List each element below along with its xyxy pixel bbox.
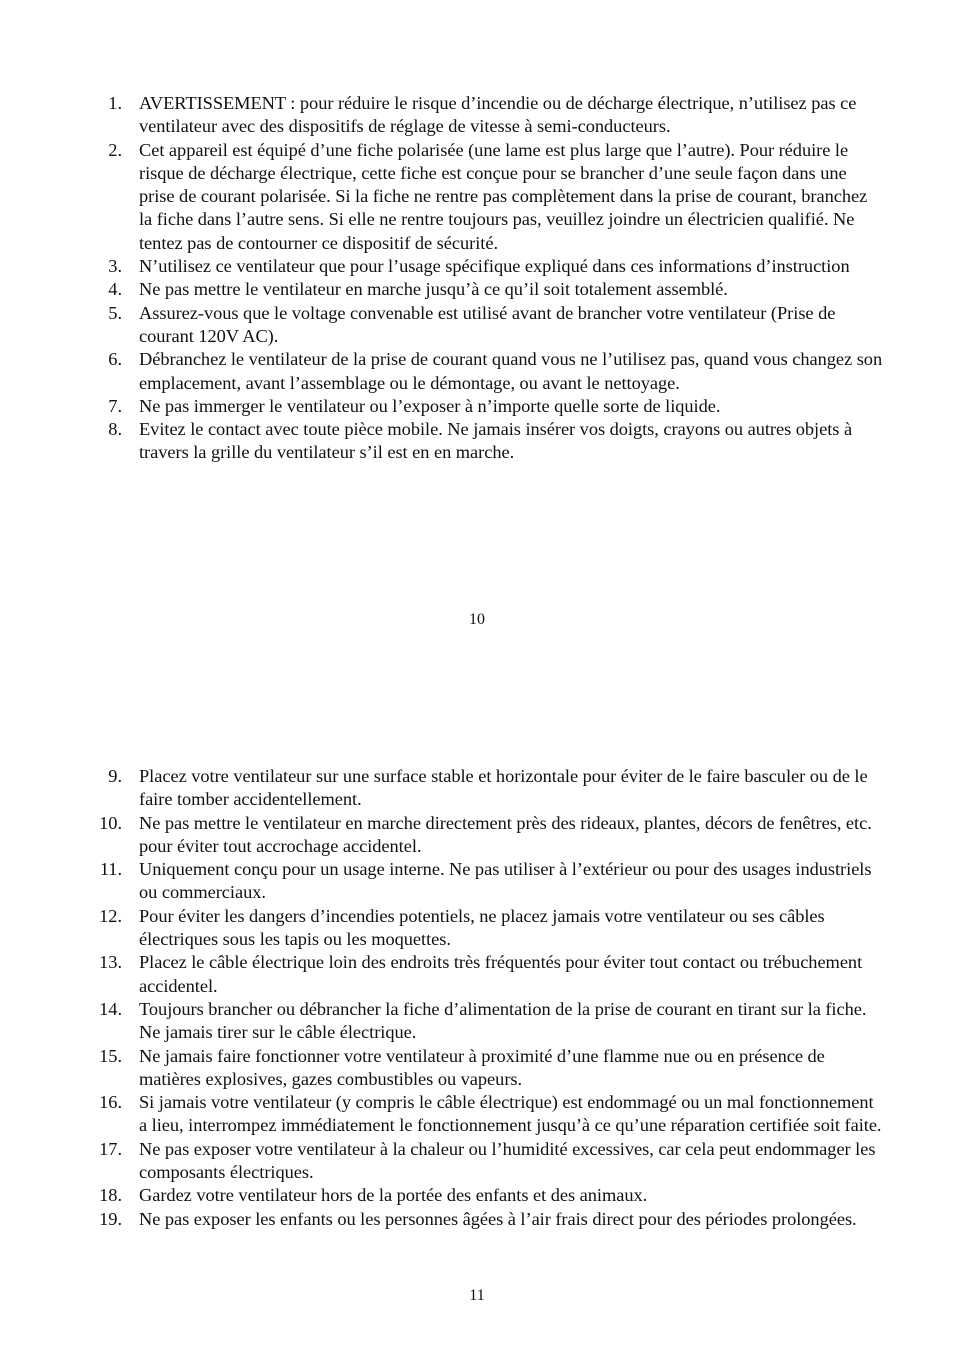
list-item <box>0 255 884 278</box>
item-number: 13. <box>99 952 122 973</box>
list-item <box>0 1091 884 1138</box>
item-text: Ne pas exposer les enfants ou les personnes âgées à l’air frais direct pour des périodes prolongées. <box>139 1208 857 1229</box>
item-text: Placez votre ventilateur sur une surface stable et horizontale pour éviter de le faire basculer ou de le faire tomber accidentellement. <box>139 766 868 810</box>
page-number: 10 <box>469 611 485 628</box>
list-item <box>0 1138 884 1185</box>
list-item <box>0 92 884 139</box>
item-number: 5. <box>108 302 122 323</box>
item-text: Placez le câble électrique loin des endroits très fréquentés pour éviter tout contact ou trébuchement accidentel. <box>139 952 863 996</box>
list-item <box>0 905 884 952</box>
item-text: Ne pas immerger le ventilateur ou l’exposer à n’importe quelle sorte de liquide. <box>139 395 721 416</box>
item-number: 1. <box>108 93 122 113</box>
list-item <box>0 395 884 418</box>
list-item <box>0 998 884 1045</box>
item-number: 14. <box>99 998 122 1019</box>
item-number: 10. <box>99 812 122 833</box>
item-number: 17. <box>99 1138 122 1159</box>
item-number: 2. <box>108 139 122 160</box>
list-item <box>0 1184 884 1207</box>
page-number: 11 <box>469 1287 485 1304</box>
item-text: N’utilisez ce ventilateur que pour l’usage spécifique expliqué dans ces informations d’instruction <box>139 256 850 277</box>
item-text: Ne pas exposer votre ventilateur à la chaleur ou l’humidité excessives, car cela peut endommager les composants électriques. <box>139 1138 876 1183</box>
numbered-list <box>0 92 954 465</box>
item-number: 3. <box>108 256 122 277</box>
item-number: 18. <box>99 1185 122 1206</box>
item-number: 19. <box>99 1208 122 1229</box>
item-number: 9. <box>108 766 122 786</box>
item-number: 6. <box>108 349 122 370</box>
item-text: Débranchez le ventilateur de la prise de courant quand vous ne l’utilisez pas, quand vous changez son emplacement, avant l’assemblage ou le démontage, ou avant le nettoyage. <box>139 349 883 393</box>
item-number: 12. <box>99 905 122 926</box>
list-item <box>0 139 884 255</box>
item-text: Pour éviter les dangers d’incendies potentiels, ne placez jamais votre ventilateur ou ses câbles électriques sous les tapis ou les moquettes. <box>139 905 825 950</box>
item-text: Si jamais votre ventilateur (y compris le câble électrique) est endommagé ou un mal fonctionnement a lieu, interrompez immédiatement le fonctionnement jusqu’à ce qu’une réparation certifiée soit faite. <box>139 1092 882 1136</box>
item-text: Ne pas mettre le ventilateur en marche directement près des rideaux, plantes, décors de fenêtres, etc. pour éviter tout accrochage accidentel. <box>139 812 872 856</box>
item-number: 4. <box>108 279 122 300</box>
item-number: 16. <box>99 1092 122 1113</box>
list-item <box>0 1208 884 1231</box>
list-item <box>0 765 884 812</box>
item-text: Assurez-vous que le voltage convenable est utilisé avant de brancher votre ventilateur (Prise de courant 120V AC). <box>139 302 836 346</box>
list-item <box>0 951 884 998</box>
list-item <box>0 302 884 349</box>
item-number: 7. <box>108 395 122 416</box>
item-text: Ne jamais faire fonctionner votre ventilateur à proximité d’une flamme nue ou en présence de matières explosives, gazes combustibles ou vapeurs. <box>139 1045 825 1089</box>
item-text: AVERTISSEMENT : pour réduire le risque d’incendie ou de décharge électrique, n’utilisez pas ce ventilateur avec des dispositifs de réglage de vitesse à semi-conducteurs. <box>139 93 857 137</box>
item-text: Ne pas mettre le ventilateur en marche jusqu’à ce qu’il soit totalement assemblé. <box>139 279 728 300</box>
list-item <box>0 1045 884 1092</box>
list-item <box>0 278 884 301</box>
list-item <box>0 418 884 465</box>
item-number: 8. <box>108 419 122 440</box>
safety-list-page-10 <box>0 92 954 465</box>
item-text: Gardez votre ventilateur hors de la portée des enfants et des animaux. <box>139 1185 648 1206</box>
list-item <box>0 812 884 859</box>
numbered-list <box>0 765 954 1231</box>
item-text: Evitez le contact avec toute pièce mobile. Ne jamais insérer vos doigts, crayons ou autres objets à travers la grille du ventilateur s’il est en en marche. <box>139 419 853 463</box>
item-number: 11. <box>99 859 122 880</box>
item-text: Cet appareil est équipé d’une fiche polarisée (une lame est plus large que l’autre). Pour réduire le risque de décharge électrique, cette fiche est conçue pour se brancher d’une seule façon dans une prise de courant polarisée. Si la fiche ne rentre pas complètement dans la prise de courant, branchez la fiche dans l’autre sens. Si elle ne rentre toujours pas, veuillez joindre un électricien qualifié. Ne tentez pas de contourner ce dispositif de sécurité. <box>139 139 868 253</box>
list-item <box>0 858 884 905</box>
item-text: Uniquement conçu pour un usage interne. Ne pas utiliser à l’extérieur ou pour des usages industriels ou commerciaux. <box>139 859 872 903</box>
safety-list-page-11 <box>0 765 954 1231</box>
item-number: 15. <box>99 1045 122 1066</box>
item-text: Toujours brancher ou débrancher la fiche d’alimentation de la prise de courant en tirant sur la fiche. Ne jamais tirer sur le câble électrique. <box>139 998 867 1043</box>
list-item <box>0 348 884 395</box>
